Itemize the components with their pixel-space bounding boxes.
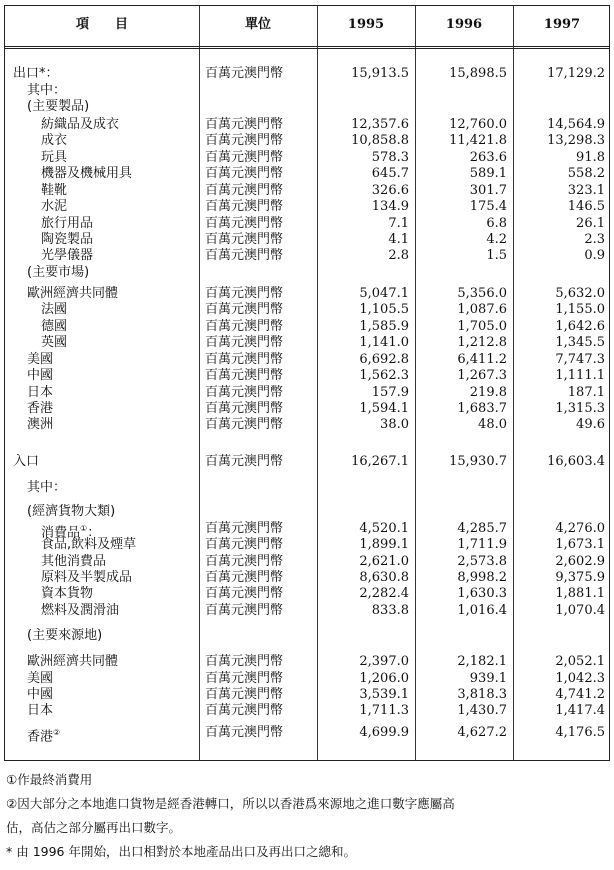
value-1995: 1,141.0 bbox=[359, 335, 409, 350]
row-unit: 百萬元澳門幣 bbox=[205, 671, 284, 686]
value-1995: 8,630.8 bbox=[359, 570, 409, 585]
row-label-text: 食品,飲料及煙草 bbox=[41, 537, 137, 552]
value-1995: 1,585.9 bbox=[359, 319, 409, 334]
row-unit: 百萬元澳門幣 bbox=[205, 654, 284, 669]
value-1995: 833.8 bbox=[371, 603, 409, 618]
row-label bbox=[41, 232, 93, 248]
value-1997: 2,052.1 bbox=[555, 654, 605, 669]
row-label bbox=[41, 183, 67, 199]
row-unit: 百萬元澳門幣 bbox=[205, 286, 284, 301]
row-unit: 百萬元澳門幣 bbox=[205, 537, 284, 552]
row-unit: 百萬元澳門幣 bbox=[205, 417, 284, 432]
row-label bbox=[41, 586, 93, 602]
value-1997: 91.8 bbox=[576, 150, 605, 165]
row-label-suffix: ： bbox=[87, 525, 101, 541]
value-1997: 13,298.3 bbox=[547, 133, 605, 148]
row-label bbox=[27, 671, 53, 687]
value-1996: 1,087.6 bbox=[457, 302, 507, 317]
row-label bbox=[27, 480, 66, 496]
value-1997: 1,111.1 bbox=[555, 368, 605, 383]
value-1996: 4,285.7 bbox=[457, 521, 507, 536]
row-unit: 百萬元澳門幣 bbox=[205, 454, 284, 469]
row-label bbox=[41, 248, 93, 264]
row-label-text: 陶瓷製品 bbox=[41, 232, 94, 247]
row-label-text: 紡織品及成衣 bbox=[41, 117, 120, 132]
value-1997: 1,155.0 bbox=[555, 302, 605, 317]
value-1995: 2,397.0 bbox=[359, 654, 409, 669]
row-label-text: 英國 bbox=[41, 335, 68, 350]
row-label-text: 其中： bbox=[27, 83, 67, 98]
value-1995: 3,539.1 bbox=[359, 687, 409, 702]
value-1996: 8,998.2 bbox=[457, 570, 507, 585]
value-1997: 323.1 bbox=[567, 183, 605, 198]
header-1997: 1997 bbox=[543, 17, 581, 32]
value-1997: 2,602.9 bbox=[555, 554, 605, 569]
row-label bbox=[27, 83, 66, 99]
row-label-text: 資本貨物 bbox=[41, 586, 94, 601]
row-label-text: 燃料及潤滑油 bbox=[41, 603, 120, 618]
value-1995: 4.1 bbox=[388, 232, 409, 247]
row-label-text: 法國 bbox=[41, 302, 68, 317]
value-1995: 1,711.3 bbox=[359, 703, 409, 718]
value-1997: 17,129.2 bbox=[547, 66, 605, 81]
row-label-text: (主要製品) bbox=[27, 99, 90, 114]
row-label-text: 日本 bbox=[27, 385, 54, 400]
row-unit: 百萬元澳門幣 bbox=[205, 248, 284, 263]
value-1995: 134.9 bbox=[371, 199, 409, 214]
row-label-text: 澳洲 bbox=[27, 417, 54, 432]
row-label bbox=[41, 319, 67, 335]
row-unit: 百萬元澳門幣 bbox=[205, 150, 284, 165]
value-1996: 4,627.2 bbox=[457, 725, 507, 740]
value-1997: 146.5 bbox=[567, 199, 605, 214]
row-label bbox=[41, 166, 132, 182]
value-1997: 1,417.4 bbox=[555, 703, 605, 718]
value-1997: 4,176.5 bbox=[555, 725, 605, 740]
row-label-text: 鞋靴 bbox=[41, 183, 68, 198]
value-1997: 558.2 bbox=[567, 166, 605, 181]
value-1995: 645.7 bbox=[371, 166, 409, 181]
row-unit: 百萬元澳門幣 bbox=[205, 319, 284, 334]
value-1995: 38.0 bbox=[380, 417, 409, 432]
row-unit: 百萬元澳門幣 bbox=[205, 216, 284, 231]
value-1997: 1,042.3 bbox=[555, 671, 605, 686]
value-1996: 1,630.3 bbox=[457, 586, 507, 601]
row-label bbox=[41, 216, 93, 232]
row-unit: 百萬元澳門幣 bbox=[205, 368, 284, 383]
footnote-marker: ② bbox=[53, 728, 61, 737]
value-1997: 1,673.1 bbox=[555, 537, 605, 552]
row-unit: 百萬元澳門幣 bbox=[205, 554, 284, 569]
value-1995: 578.3 bbox=[371, 150, 409, 165]
row-unit: 百萬元澳門幣 bbox=[205, 703, 284, 718]
value-1996: 219.8 bbox=[469, 385, 507, 400]
value-1996: 2,573.8 bbox=[457, 554, 507, 569]
footnote: ②因大部分之本地進口貨物是經香港轉口，所以以香港爲來源地之進口數字應屬高 bbox=[6, 796, 455, 811]
row-label-text: 旅行用品 bbox=[41, 216, 94, 231]
row-unit: 百萬元澳門幣 bbox=[205, 133, 284, 148]
row-unit: 百萬元澳門幣 bbox=[205, 586, 284, 601]
value-1995: 157.9 bbox=[371, 385, 409, 400]
row-label-text: (經濟貨物大類) bbox=[27, 504, 116, 519]
row-label bbox=[41, 199, 67, 215]
value-1997: 26.1 bbox=[576, 216, 605, 231]
value-1996: 1,267.3 bbox=[457, 368, 507, 383]
value-1995: 2,282.4 bbox=[359, 586, 409, 601]
value-1995: 1,105.5 bbox=[359, 302, 409, 317]
value-1995: 6,692.8 bbox=[359, 352, 409, 367]
value-1996: 301.7 bbox=[469, 183, 507, 198]
value-1996: 48.0 bbox=[478, 417, 507, 432]
row-label-text: 玩具 bbox=[41, 150, 68, 165]
row-label-text: 入口 bbox=[13, 454, 40, 469]
value-1996: 12,760.0 bbox=[449, 117, 507, 132]
value-1996: 1,683.7 bbox=[457, 401, 507, 416]
row-label-text: 光學儀器 bbox=[41, 248, 94, 263]
value-1996: 6.8 bbox=[486, 216, 507, 231]
row-unit: 百萬元澳門幣 bbox=[205, 199, 284, 214]
row-label-text: 歐洲經濟共同體 bbox=[27, 286, 119, 301]
row-unit: 百萬元澳門幣 bbox=[205, 232, 284, 247]
value-1997: 1,881.1 bbox=[555, 586, 605, 601]
row-label bbox=[27, 265, 89, 281]
column-divider bbox=[199, 6, 200, 760]
row-unit: 百萬元澳門幣 bbox=[205, 385, 284, 400]
row-label bbox=[27, 352, 53, 368]
value-1997: 187.1 bbox=[567, 385, 605, 400]
row-label bbox=[27, 703, 53, 719]
value-1996: 11,421.8 bbox=[449, 133, 507, 148]
row-unit: 百萬元澳門幣 bbox=[205, 570, 284, 585]
row-unit: 百萬元澳門幣 bbox=[205, 603, 284, 618]
value-1995: 10,858.8 bbox=[351, 133, 409, 148]
value-1995: 2,621.0 bbox=[359, 554, 409, 569]
value-1997: 7,747.3 bbox=[555, 352, 605, 367]
row-label bbox=[41, 570, 132, 586]
value-1997: 2.3 bbox=[584, 232, 605, 247]
value-1997: 0.9 bbox=[584, 248, 605, 263]
row-label bbox=[27, 401, 53, 417]
trade-table bbox=[4, 5, 610, 761]
value-1995: 16,267.1 bbox=[351, 454, 409, 469]
row-label-text: 水泥 bbox=[41, 199, 68, 214]
row-unit: 百萬元澳門幣 bbox=[205, 166, 284, 181]
row-label-text: 其中： bbox=[27, 480, 67, 495]
value-1996: 4.2 bbox=[486, 232, 507, 247]
row-label-text: (主要來源地) bbox=[27, 628, 103, 643]
value-1997: 1,070.4 bbox=[555, 603, 605, 618]
row-label bbox=[27, 504, 115, 520]
value-1996: 589.1 bbox=[469, 166, 507, 181]
row-label-text: 機器及機械用具 bbox=[41, 166, 133, 181]
row-label bbox=[41, 117, 119, 133]
row-unit: 百萬元澳門幣 bbox=[205, 352, 284, 367]
footnotes bbox=[6, 768, 610, 864]
value-1996: 263.6 bbox=[469, 150, 507, 165]
value-1997: 14,564.9 bbox=[547, 117, 605, 132]
value-1996: 939.1 bbox=[469, 671, 507, 686]
row-label bbox=[41, 335, 67, 351]
value-1997: 16,603.4 bbox=[547, 454, 605, 469]
row-unit: 百萬元澳門幣 bbox=[205, 725, 284, 740]
header-1996: 1996 bbox=[445, 17, 483, 32]
row-label bbox=[27, 99, 89, 115]
row-label bbox=[41, 554, 106, 570]
value-1997: 1,642.6 bbox=[555, 319, 605, 334]
value-1995: 1,206.0 bbox=[359, 671, 409, 686]
row-unit: 百萬元澳門幣 bbox=[205, 66, 284, 81]
row-label-text: 德國 bbox=[41, 319, 68, 334]
row-label-text: 原料及半製成品 bbox=[41, 570, 133, 585]
row-label bbox=[27, 687, 53, 703]
row-label-text: 香港 bbox=[27, 401, 54, 416]
value-1997: 4,276.0 bbox=[555, 521, 605, 536]
value-1996: 1,016.4 bbox=[457, 603, 507, 618]
row-label bbox=[41, 603, 119, 619]
row-unit: 百萬元澳門幣 bbox=[205, 117, 284, 132]
row-label bbox=[27, 286, 118, 302]
value-1996: 1,430.7 bbox=[457, 703, 507, 718]
value-1996: 1,711.9 bbox=[457, 537, 507, 552]
value-1997: 5,632.0 bbox=[555, 286, 605, 301]
footnote: ①作最終消費用 bbox=[6, 772, 93, 787]
value-1996: 6,411.2 bbox=[457, 352, 507, 367]
value-1997: 4,741.2 bbox=[555, 687, 605, 702]
value-1995: 5,047.1 bbox=[359, 286, 409, 301]
header-divider bbox=[5, 46, 609, 49]
row-label-text: 日本 bbox=[27, 703, 54, 718]
value-1995: 4,520.1 bbox=[359, 521, 409, 536]
row-label bbox=[13, 66, 59, 82]
row-label-text: 中國 bbox=[27, 687, 54, 702]
value-1997: 49.6 bbox=[576, 417, 605, 432]
header-1995: 1995 bbox=[347, 17, 385, 32]
value-1996: 15,898.5 bbox=[449, 66, 507, 81]
row-unit: 百萬元澳門幣 bbox=[205, 335, 284, 350]
row-label bbox=[41, 537, 136, 553]
value-1996: 2,182.1 bbox=[457, 654, 507, 669]
value-1995: 7.1 bbox=[388, 216, 409, 231]
value-1997: 1,315.3 bbox=[555, 401, 605, 416]
row-unit: 百萬元澳門幣 bbox=[205, 302, 284, 317]
row-label bbox=[41, 133, 67, 149]
footnote: * 由 1996 年開始，出口相對於本地產品出口及再出口之總和。 bbox=[6, 844, 356, 859]
row-unit: 百萬元澳門幣 bbox=[205, 183, 284, 198]
row-label-text: 消費品 bbox=[41, 525, 81, 541]
value-1995: 2.8 bbox=[388, 248, 409, 263]
value-1995: 326.6 bbox=[371, 183, 409, 198]
row-label-text: 歐洲經濟共同體 bbox=[27, 654, 119, 669]
footnote: 估，高估之部分屬再出口數字。 bbox=[6, 820, 182, 835]
row-label-text: 其他消費品 bbox=[41, 554, 107, 569]
row-label bbox=[27, 725, 60, 745]
header-item: 項 目 bbox=[75, 17, 128, 32]
value-1995: 12,357.6 bbox=[351, 117, 409, 132]
row-label bbox=[27, 654, 118, 670]
value-1996: 1,705.0 bbox=[457, 319, 507, 334]
row-label bbox=[27, 417, 53, 433]
row-label-text: 香港 bbox=[27, 729, 54, 745]
row-unit: 百萬元澳門幣 bbox=[205, 521, 284, 536]
header-unit: 單位 bbox=[244, 17, 271, 32]
row-label-text: 中國 bbox=[27, 368, 54, 383]
value-1995: 4,699.9 bbox=[359, 725, 409, 740]
value-1996: 15,930.7 bbox=[449, 454, 507, 469]
row-label bbox=[41, 302, 67, 318]
value-1995: 1,562.3 bbox=[359, 368, 409, 383]
value-1996: 1,212.8 bbox=[457, 335, 507, 350]
row-label-text: (主要市場) bbox=[27, 265, 90, 280]
row-label bbox=[27, 385, 53, 401]
row-label bbox=[27, 368, 53, 384]
row-label-text: 美國 bbox=[27, 352, 54, 367]
row-label bbox=[41, 150, 67, 166]
value-1997: 9,375.9 bbox=[555, 570, 605, 585]
row-unit: 百萬元澳門幣 bbox=[205, 401, 284, 416]
row-label-text: 出口*： bbox=[13, 66, 59, 81]
row-label-text: 成衣 bbox=[41, 133, 68, 148]
value-1995: 1,899.1 bbox=[359, 537, 409, 552]
row-label bbox=[27, 628, 102, 644]
row-label bbox=[13, 454, 39, 470]
value-1995: 1,594.1 bbox=[359, 401, 409, 416]
value-1996: 1.5 bbox=[486, 248, 507, 263]
value-1996: 3,818.3 bbox=[457, 687, 507, 702]
value-1995: 15,913.5 bbox=[351, 66, 409, 81]
value-1996: 175.4 bbox=[469, 199, 507, 214]
value-1996: 5,356.0 bbox=[457, 286, 507, 301]
row-unit: 百萬元澳門幣 bbox=[205, 687, 284, 702]
row-label-text: 美國 bbox=[27, 671, 54, 686]
value-1997: 1,345.5 bbox=[555, 335, 605, 350]
footnote-marker: ① bbox=[80, 524, 88, 533]
